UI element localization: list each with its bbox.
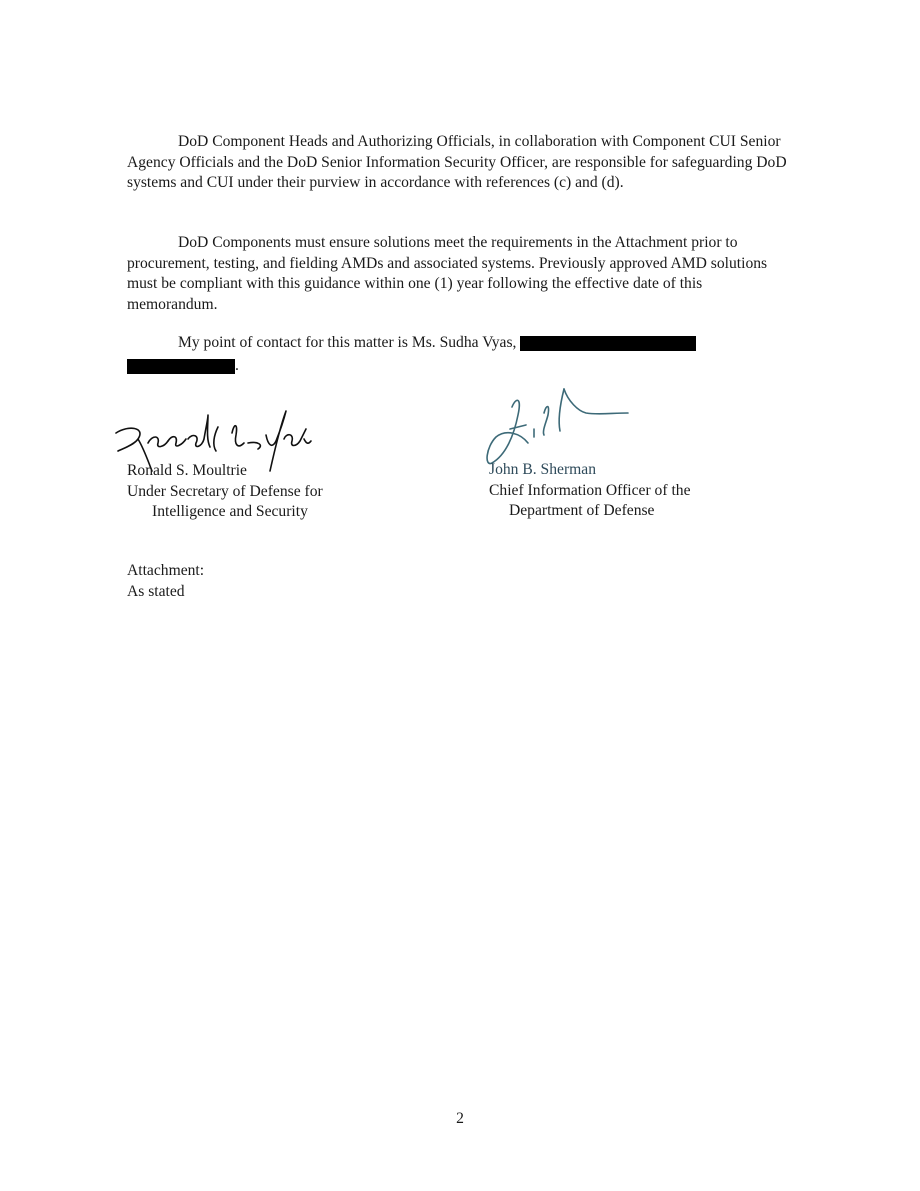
signatory-title-continued: Intelligence and Security bbox=[152, 503, 308, 520]
contact-continuation bbox=[127, 356, 239, 376]
redaction-box bbox=[127, 359, 235, 374]
signatory-name: Ronald S. Moultrie bbox=[127, 462, 247, 479]
signatory-title: Chief Information Officer of the bbox=[489, 481, 691, 499]
attachment-label: Attachment: bbox=[127, 562, 205, 579]
redaction-box bbox=[520, 336, 696, 351]
signatory-title-continued: Department of Defense bbox=[509, 502, 655, 519]
contact-period: . bbox=[235, 357, 239, 374]
paragraph-point-of-contact bbox=[127, 333, 747, 354]
signature-block-left bbox=[127, 461, 427, 523]
attachment-value: As stated bbox=[127, 582, 185, 600]
signature-block-right bbox=[489, 460, 789, 522]
paragraph-requirements: DoD Components must ensure solutions meet the requirements in the Attachment prior to procurement, testing, and fielding AMDs and associated systems. Previously approved AMD solutions must be compliant with this guidance within one (1) year following the effective date of this memorandum. bbox=[127, 234, 768, 313]
attachment-note bbox=[127, 561, 204, 602]
point-of-contact-text: My point of contact for this matter is Ms. Sudha Vyas, bbox=[178, 334, 517, 351]
paragraph-safeguarding: DoD Component Heads and Authorizing Officials, in collaboration with Component CUI Senior Agency Officials and the DoD Senior Information Security Officer, are responsible for safeguarding DoD systems and CUI under their purview in accordance with references (c) and (d). bbox=[127, 133, 787, 191]
signatory-title: Under Secretary of Defense for bbox=[127, 482, 323, 500]
signatory-name: John B. Sherman bbox=[489, 461, 596, 478]
page-number: 2 bbox=[456, 1110, 464, 1127]
